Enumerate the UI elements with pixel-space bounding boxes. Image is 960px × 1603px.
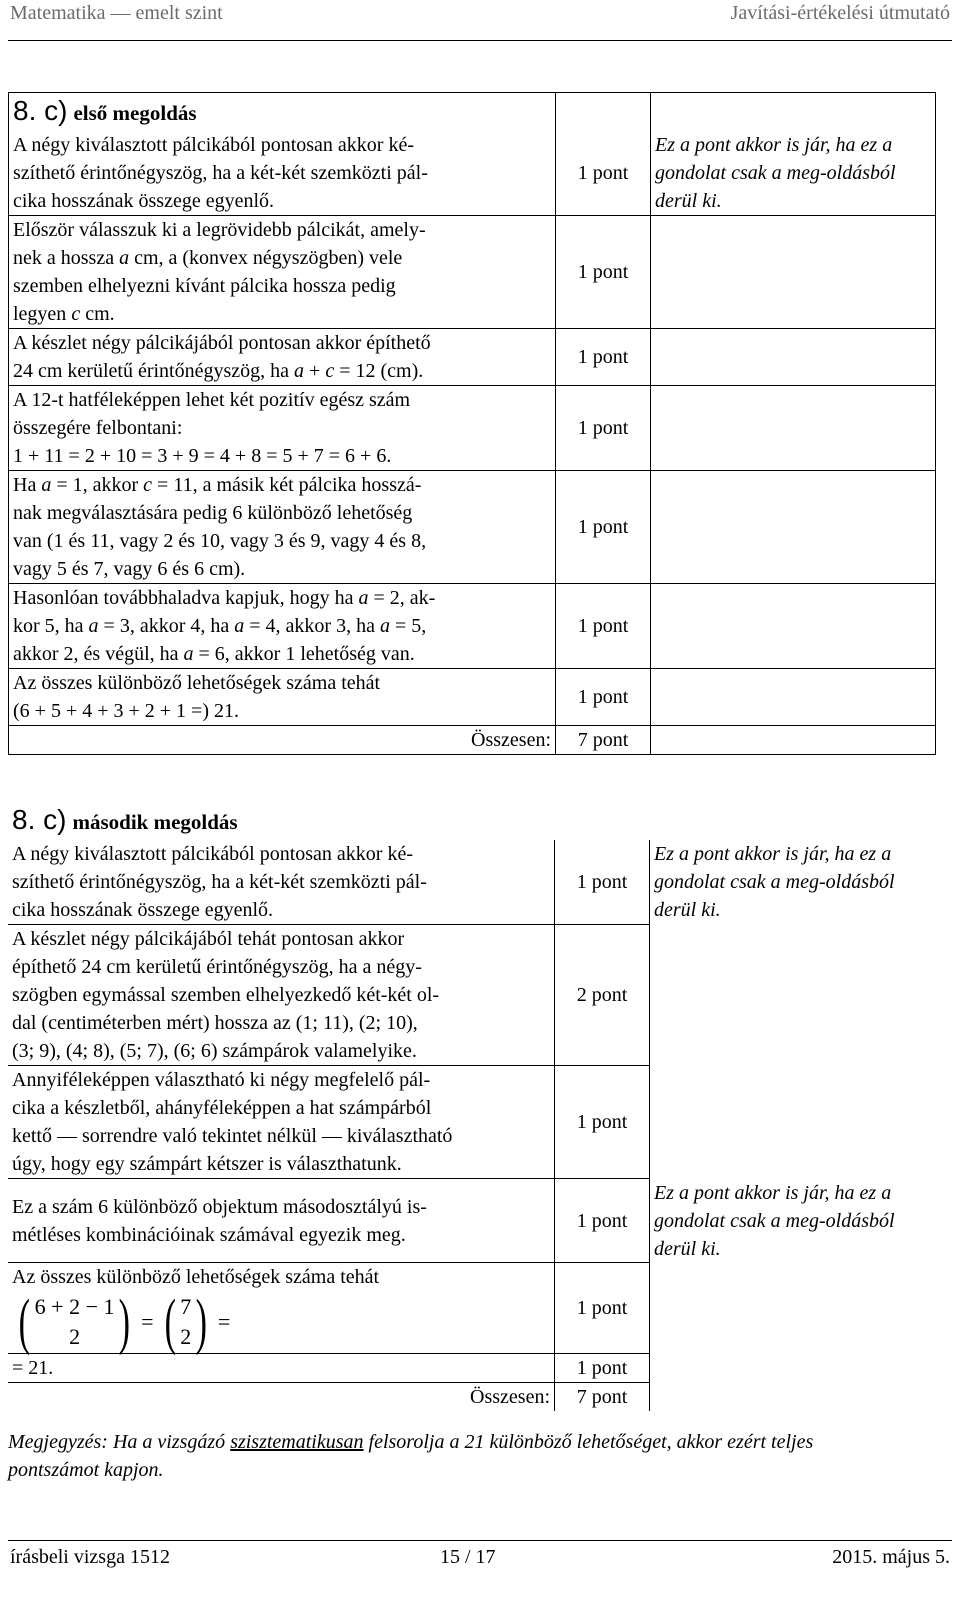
footer-date: 2015. május 5. bbox=[832, 1546, 950, 1568]
solution-2-row bbox=[8, 1354, 934, 1383]
step-points: 1 pont bbox=[556, 584, 651, 669]
solution-1-row bbox=[9, 216, 936, 329]
step-text: Ha a = 1, akkor c = 11, a másik két pálcika hosszá- nak megválasztására pedig 6 különböző lehetőség van (1 és 11, vagy 2 és 10, vagy 3 és 9, vagy 4 és 8, vagy 5 és 7, vagy 6 és 6 cm). bbox=[13, 474, 427, 580]
solution-2-table bbox=[8, 802, 934, 1411]
scoring-note: Ez a pont akkor is jár, ha ez a gondolat csak a meg-oldásból derül ki. bbox=[654, 1181, 895, 1260]
step-text: Először válasszuk ki a legrövidebb pálcikát, amely- nek a hossza a cm, a (konvex négyszögben) vele szemben elhelyezni kívánt pálcika hossza pedig legyen c cm. bbox=[13, 219, 426, 325]
solution-2-heading: második megoldás bbox=[72, 810, 238, 834]
step-points: 1 pont bbox=[555, 1066, 650, 1179]
points-cell bbox=[556, 93, 651, 132]
solution-1-row bbox=[9, 329, 936, 386]
header-doc-type: Javítási-értékelési útmutató bbox=[730, 2, 950, 24]
scoring-note-empty bbox=[651, 329, 936, 386]
solution-2-number: 8. c) bbox=[12, 804, 67, 835]
scoring-note bbox=[650, 1263, 935, 1354]
scoring-note bbox=[650, 925, 935, 1066]
step-text: A négy kiválasztott pálcikából pontosan akkor ké- szíthető érintőnégyszög, ha a két-két szemközti pál- cika hosszának összege egyenlő. bbox=[8, 840, 555, 925]
step-points: 1 pont bbox=[556, 669, 651, 726]
remark-suffix: felsorolja a 21 különböző lehetőséget, akkor ezért teljes pontszámot kapjon. bbox=[8, 1431, 814, 1481]
solution-1-title bbox=[9, 93, 556, 132]
solution-1-row bbox=[9, 131, 936, 216]
remark-prefix: Megjegyzés: Ha a vizsgázó bbox=[8, 1431, 231, 1453]
remark bbox=[8, 1428, 908, 1484]
footer-exam: írásbeli vizsga 1512 bbox=[10, 1546, 170, 1568]
solution-1-number: 8. c) bbox=[13, 95, 68, 126]
step-text: Annyiféleképpen választható ki négy megfelelő pál- cika a készletből, ahányféleképpen a hat számpárból kettő — sorrendre való tekintet nélkül — kiválasztható úgy, hogy egy számpárt kétszer is választhatunk. bbox=[8, 1066, 555, 1179]
solution-2-row bbox=[8, 925, 934, 1066]
total-label: Összesen: bbox=[471, 729, 551, 751]
step-points: 1 pont bbox=[556, 386, 651, 471]
solution-2-row bbox=[8, 840, 934, 925]
solution-1-row bbox=[9, 669, 936, 726]
total-points: 7 pont bbox=[555, 1383, 650, 1412]
scoring-note-empty bbox=[651, 584, 936, 669]
step-text: Az összes különböző lehetőségek száma tehát (6 + 5 + 4 + 3 + 2 + 1 =) 21. bbox=[13, 672, 381, 722]
scoring-note: Ez a pont akkor is jár, ha ez a gondolat csak a meg-oldásból derül ki. bbox=[655, 134, 896, 212]
header-rule bbox=[8, 40, 952, 41]
total-points: 7 pont bbox=[556, 726, 651, 755]
step-points: 1 pont bbox=[556, 131, 651, 216]
step-text: Ez a szám 6 különböző objektum másodosztályú is- métléses kombinációinak számával egyezik meg. bbox=[8, 1179, 555, 1263]
step-text: = 21. bbox=[8, 1354, 555, 1383]
scoring-note: Ez a pont akkor is jár, ha ez a gondolat csak a meg-oldásból derül ki. bbox=[654, 843, 895, 922]
step-text: Az összes különböző lehetőségek száma tehát ( 6 + 2 − 1 2 ) = ( 7 2 ) = bbox=[8, 1263, 555, 1354]
step-text: Hasonlóan továbbhaladva kapjuk, hogy ha a = 2, ak- kor 5, ha a = 3, akkor 4, ha a = 4, akkor 3, ha a = 5, akkor 2, és végül, ha a = 6, akkor 1 lehetőség van. bbox=[13, 587, 436, 665]
step-text: A készlet négy pálcikájából pontosan akkor építhető 24 cm kerületű érintőnégyszög, ha a + c = 12 (cm). bbox=[13, 332, 431, 382]
solution-1-row bbox=[9, 386, 936, 471]
scoring-note-empty bbox=[651, 669, 936, 726]
step-points: 1 pont bbox=[555, 840, 650, 925]
page-header bbox=[0, 0, 960, 56]
scoring-note-empty bbox=[651, 386, 936, 471]
scoring-note bbox=[650, 1066, 935, 1179]
step-points: 1 pont bbox=[555, 1354, 650, 1383]
solution-1-row bbox=[9, 584, 936, 669]
solution-1-table bbox=[8, 92, 936, 755]
total-label: Összesen: bbox=[470, 1386, 550, 1408]
binomial-expression: ( 6 + 2 − 1 2 ) = ( 7 2 ) = bbox=[18, 1288, 231, 1356]
step-points: 2 pont bbox=[555, 925, 650, 1066]
step-points: 1 pont bbox=[556, 329, 651, 386]
footer-page: 15 / 17 bbox=[440, 1546, 496, 1568]
solution-2-title bbox=[8, 802, 555, 840]
step-points: 1 pont bbox=[556, 471, 651, 584]
scoring-note-empty bbox=[651, 216, 936, 329]
solution-2-row bbox=[8, 1066, 934, 1179]
header-subject: Matematika — emelt szint bbox=[10, 2, 223, 24]
solution-2-row bbox=[8, 1263, 934, 1354]
solution-1-row bbox=[9, 471, 936, 584]
step-points: 1 pont bbox=[555, 1263, 650, 1354]
solution-2-row bbox=[8, 1179, 934, 1263]
step-points: 1 pont bbox=[555, 1179, 650, 1263]
step-text: A készlet négy pálcikájából tehát pontosan akkor építhető 24 cm kerületű érintőnégyszög, ha a négy- szögben egymással szemben elhelyezkedő két-két ol- dal (centiméterben mért) hossza az (1; 11), (2; 10), (3; 9), (4; 8), (5; 7), (6; 6) számpárok valamelyike. bbox=[8, 925, 555, 1066]
step-text: A négy kiválasztott pálcikából pontosan akkor ké- szíthető érintőnégyszög, ha a két-két szemközti pál- cika hosszának összege egyenlő. bbox=[13, 134, 428, 212]
solution-1-heading: első megoldás bbox=[73, 101, 197, 125]
footer-rule bbox=[8, 1540, 952, 1541]
step-text: A 12-t hatféleképpen lehet két pozitív egész szám összegére felbontani: 1 + 11 = 2 + 10 = 3 + 9 = 4 + 8 = 5 + 7 = 6 + 6. bbox=[13, 389, 411, 467]
scoring-note-empty bbox=[651, 471, 936, 584]
scoring-note bbox=[650, 1354, 935, 1383]
step-points: 1 pont bbox=[556, 216, 651, 329]
remark-underlined: szisztematikusan bbox=[230, 1431, 364, 1453]
